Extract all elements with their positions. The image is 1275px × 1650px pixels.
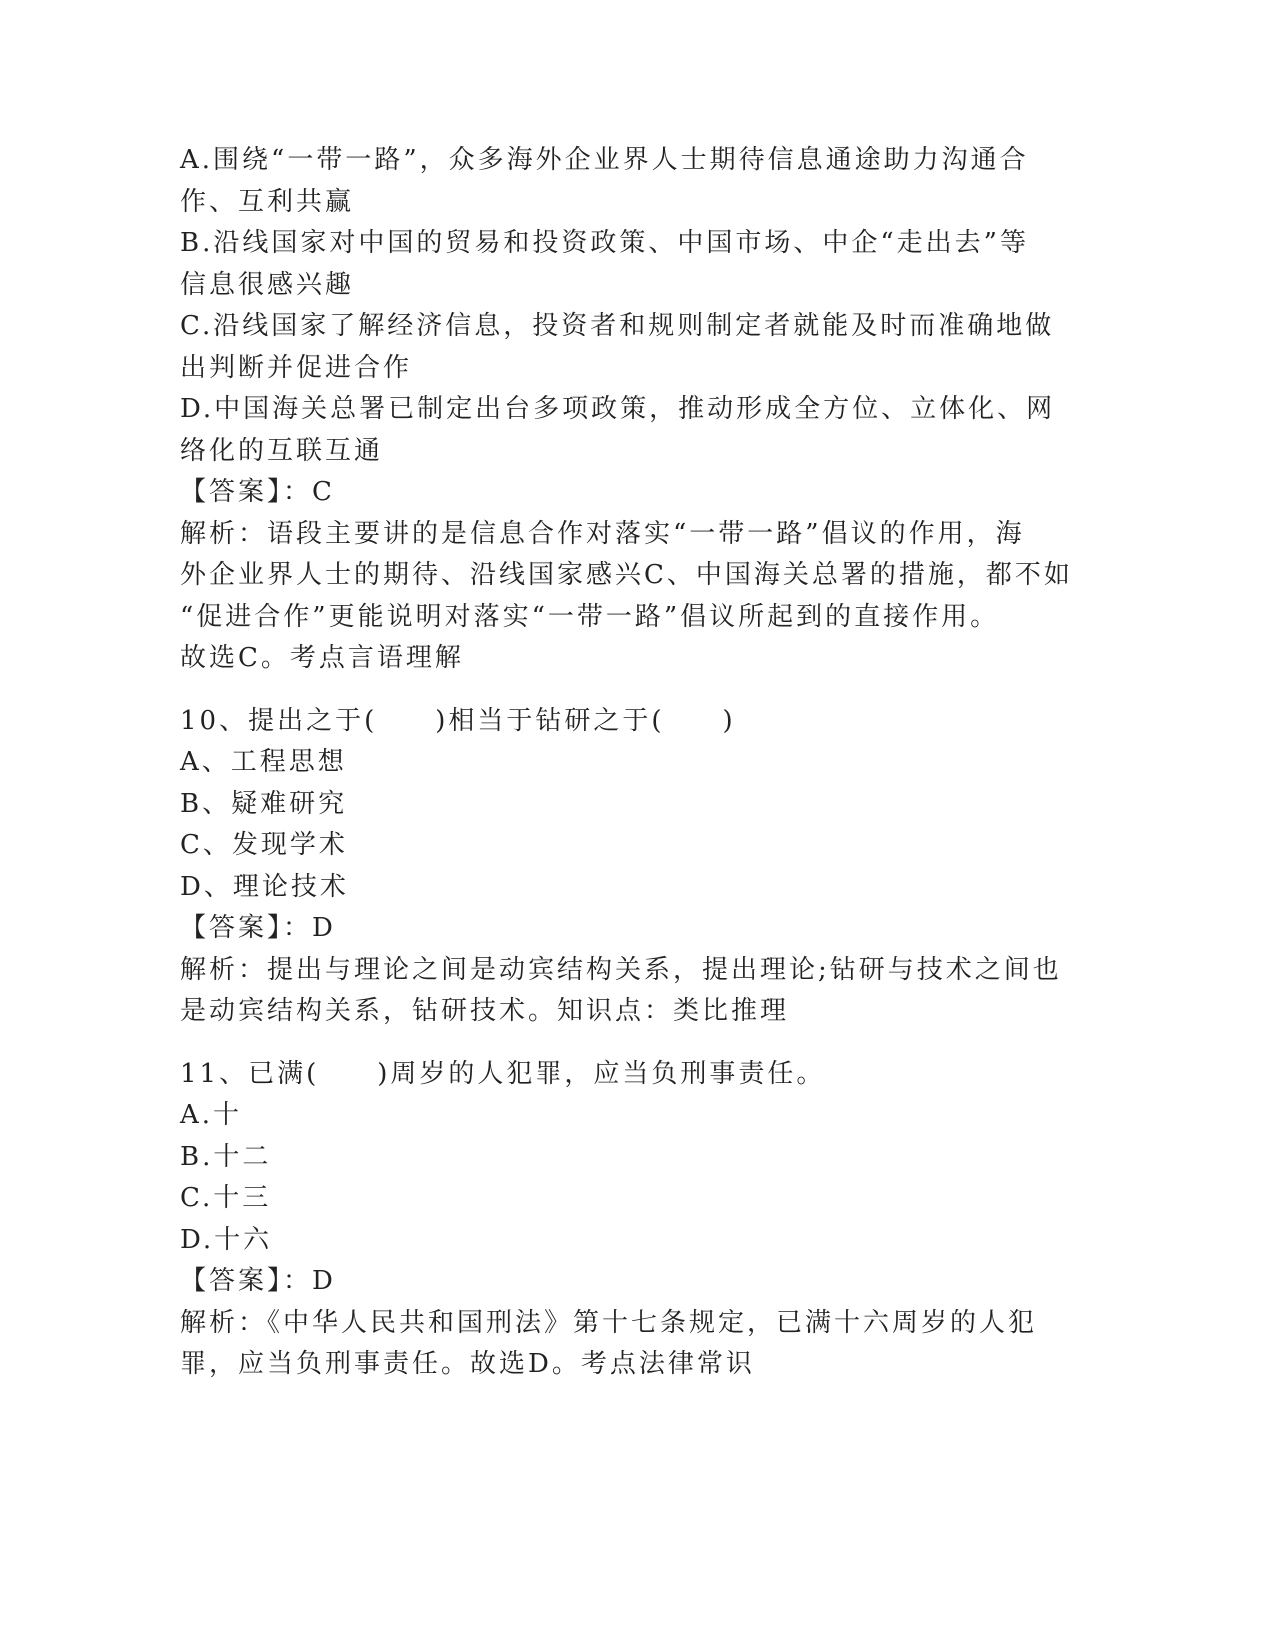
q10-analysis-line-2: 是动宾结构关系，钻研技术。知识点：类比推理 — [180, 996, 790, 1026]
q10-option-d: D、理论技术 — [180, 871, 349, 902]
question-spacer — [180, 680, 1040, 701]
q9-option-b-line-2: 信息很感兴趣 — [180, 269, 355, 300]
question-spacer — [180, 1033, 1040, 1054]
q10-answer: 【答案】：D — [180, 913, 336, 943]
q11-option-c: C.十三 — [180, 1183, 272, 1213]
q11-option-a: A.十 — [180, 1100, 243, 1130]
q10-option-a: A、工程思想 — [180, 747, 347, 777]
q9-option-d-line-1: D.中国海关总署已制定出台多项政策，推动形成全方位、立体化、网 — [180, 394, 1056, 424]
q9-option-d-line-2: 络化的互联互通 — [180, 435, 384, 466]
q11-option-d: D.十六 — [180, 1224, 273, 1255]
question-11 — [180, 1054, 1040, 1386]
q9-analysis-line-4: 故选C。考点言语理解 — [180, 643, 464, 673]
q11-analysis-line-1: 解析：《中华人民共和国刑法》第十七条规定，已满十六周岁的人犯 — [180, 1307, 1038, 1338]
q10-option-b: B、疑难研究 — [180, 788, 348, 819]
question-10 — [180, 701, 1062, 1033]
q11-option-b: B.十二 — [180, 1141, 272, 1172]
q9-option-b-line-1: B.沿线国家对中国的贸易和投资政策、中国市场、中企“走出去”等 — [180, 228, 1029, 258]
q10-stem: 10、提出之于( )相当于钻研之于( ) — [180, 705, 736, 736]
q9-analysis-line-2: 外企业界人士的期待、沿线国家感兴C、中国海关总署的措施，都不如 — [180, 560, 1073, 590]
q9-analysis-line-1: 解析：语段主要讲的是信息合作对落实“一带一路”倡议的作用，海 — [180, 518, 1025, 549]
q9-analysis-line-3: “促进合作”更能说明对落实“一带一路”倡议所起到的直接作用。 — [180, 601, 1000, 632]
q11-answer: 【答案】：D — [180, 1266, 336, 1296]
q10-analysis-line-1: 解析：提出与理论之间是动宾结构关系，提出理论;钻研与技术之间也 — [180, 954, 1062, 985]
q9-answer: 【答案】：C — [180, 477, 335, 507]
q9-option-a-line-2: 作、互利共赢 — [180, 186, 355, 217]
q9-option-c-line-1: C.沿线国家了解经济信息，投资者和规则制定者就能及时而准确地做 — [180, 311, 1055, 341]
page-content — [180, 140, 1073, 1386]
q11-stem: 11、已满( )周岁的人犯罪，应当负刑事责任。 — [180, 1058, 826, 1089]
q11-analysis-line-2: 罪，应当负刑事责任。故选D。考点法律常识 — [180, 1349, 755, 1379]
q10-option-c: C、发现学术 — [180, 830, 348, 860]
q9-option-c-line-2: 出判断并促进合作 — [180, 352, 413, 383]
q9-option-a-line-1: A.围绕“一带一路”，众多海外企业界人士期待信息通途助力沟通合 — [180, 145, 1029, 175]
question-9 — [180, 140, 1073, 680]
